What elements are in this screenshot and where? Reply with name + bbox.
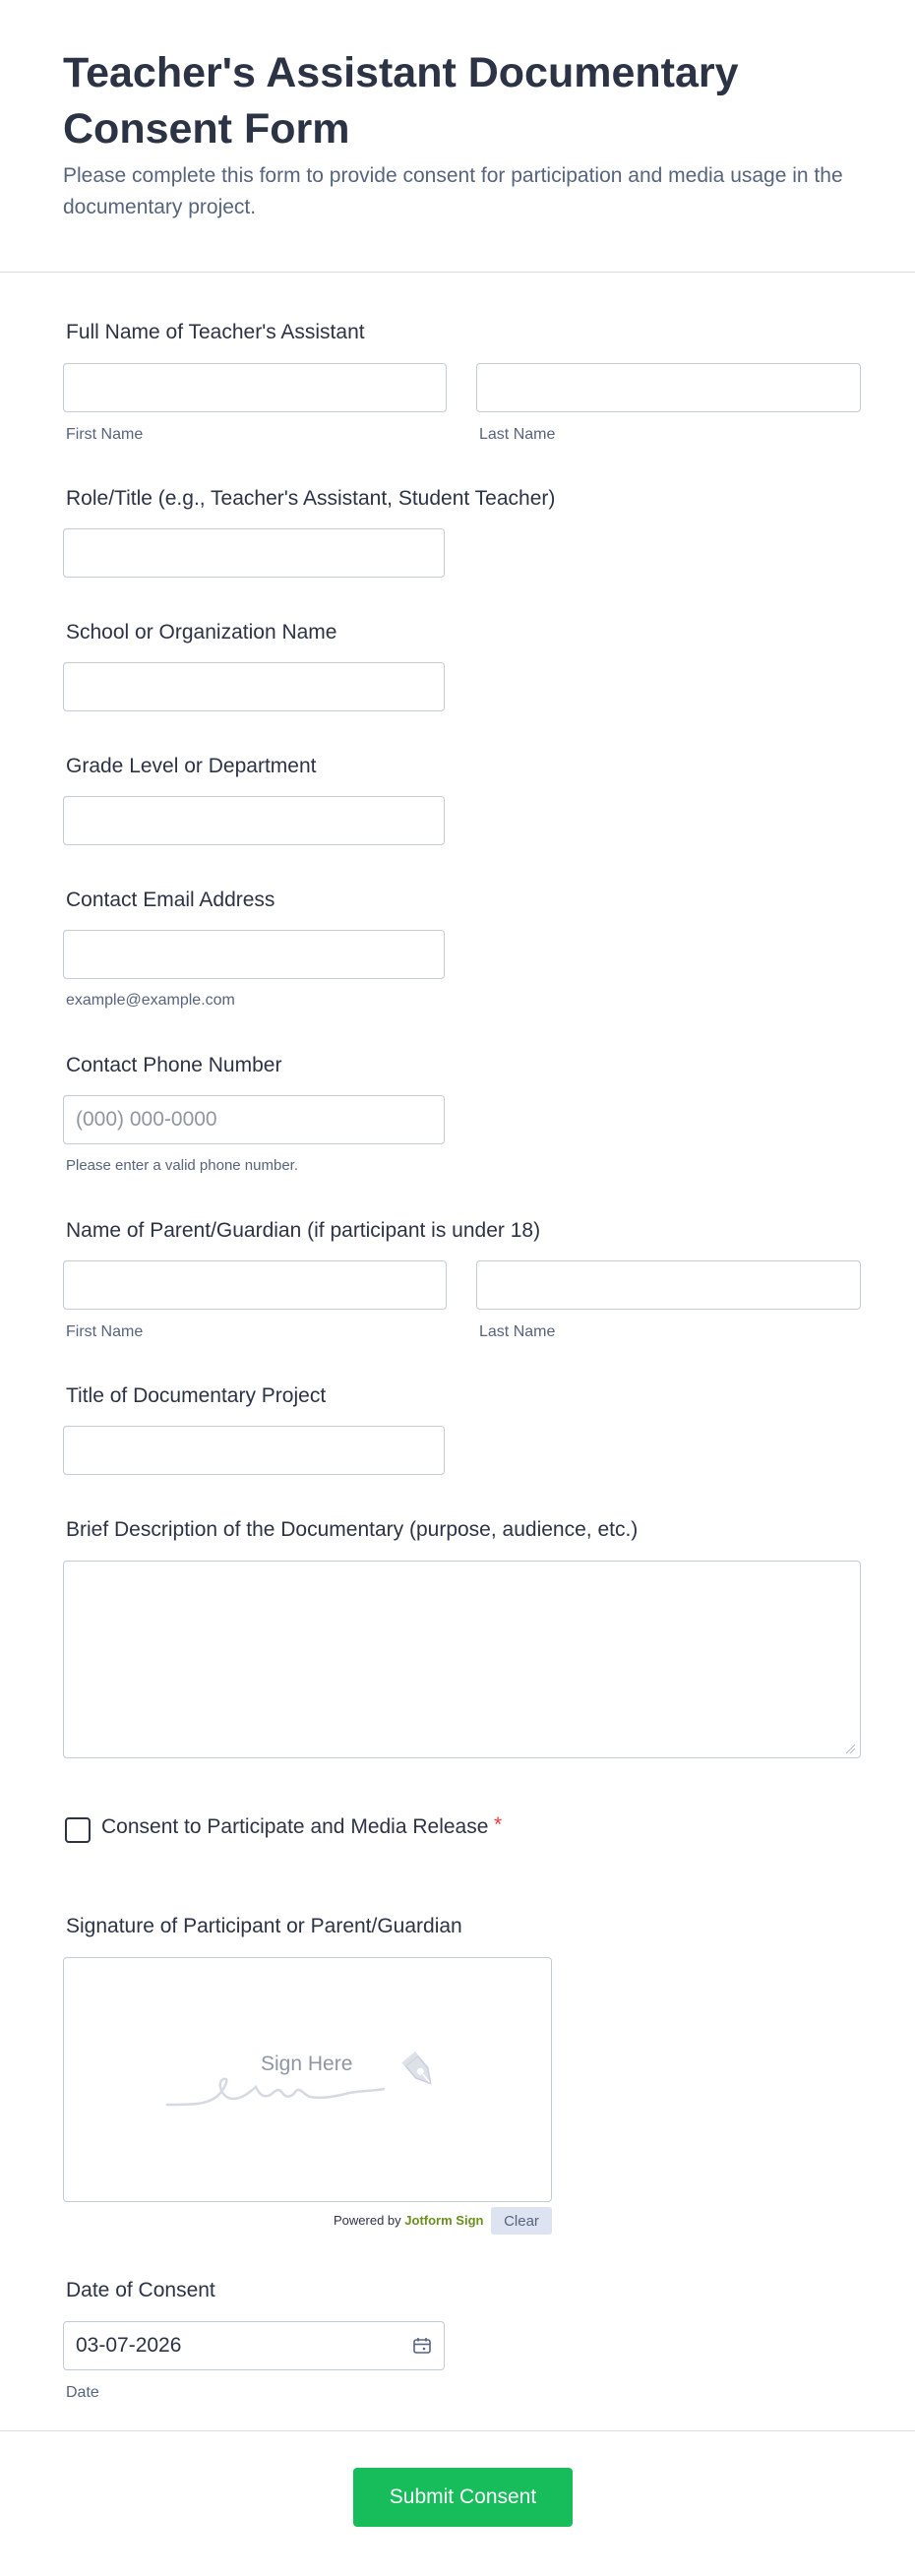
grade-input[interactable]: [63, 796, 445, 845]
clear-signature-button[interactable]: Clear: [491, 2207, 552, 2235]
school-label: School or Organization Name: [66, 621, 337, 644]
email-sublabel: example@example.com: [66, 992, 235, 1009]
consent-checkbox[interactable]: [65, 1817, 91, 1843]
footer-divider: [0, 2430, 915, 2431]
grade-label: Grade Level or Department: [66, 755, 317, 777]
email-label: Contact Email Address: [66, 889, 275, 911]
guardian-label: Name of Parent/Guardian (if participant is under 18): [66, 1219, 541, 1242]
guardian-last-name-input[interactable]: [476, 1260, 861, 1310]
calendar-icon[interactable]: [412, 2336, 432, 2356]
form-header: [0, 0, 915, 273]
guardian-first-name-input[interactable]: [63, 1260, 447, 1310]
consent-label[interactable]: Consent to Participate and Media Release: [101, 1815, 489, 1838]
signature-placeholder: Sign Here: [261, 2053, 353, 2075]
first-name-input[interactable]: [63, 363, 447, 412]
role-label: Role/Title (e.g., Teacher's Assistant, Student Teacher): [66, 487, 556, 510]
signature-label: Signature of Participant or Parent/Guardian: [66, 1915, 462, 1937]
guardian-last-sublabel: Last Name: [479, 1323, 556, 1340]
required-asterisk: *: [494, 1813, 503, 1836]
project-title-label: Title of Documentary Project: [66, 1384, 327, 1407]
description-textarea[interactable]: [63, 1561, 861, 1758]
resize-grip-icon[interactable]: [844, 1743, 856, 1754]
first-name-sublabel: First Name: [66, 426, 144, 443]
date-sublabel: Date: [66, 2384, 99, 2401]
project-title-input[interactable]: [63, 1426, 445, 1475]
role-input[interactable]: [63, 528, 445, 578]
last-name-sublabel: Last Name: [479, 426, 556, 443]
form-title: Teacher's Assistant Documentary Consent Form: [63, 49, 739, 153]
description-label: Brief Description of the Documentary (purpose, audience, etc.): [66, 1518, 639, 1541]
guardian-first-sublabel: First Name: [66, 1323, 144, 1340]
full-name-label: Full Name of Teacher's Assistant: [66, 321, 365, 343]
email-input[interactable]: [63, 930, 445, 979]
powered-by-text: Powered by Jotform Sign: [334, 2213, 484, 2228]
phone-sublabel: Please enter a valid phone number.: [66, 1157, 298, 1174]
school-input[interactable]: [63, 662, 445, 711]
date-input[interactable]: [63, 2321, 445, 2370]
last-name-input[interactable]: [476, 363, 861, 412]
date-label: Date of Consent: [66, 2279, 215, 2301]
form-subtitle: Please complete this form to provide consent for participation and media usage in the documentary project.: [63, 164, 843, 218]
jotform-sign-brand[interactable]: Jotform Sign: [404, 2213, 484, 2228]
submit-button[interactable]: Submit Consent: [353, 2468, 573, 2527]
phone-label: Contact Phone Number: [66, 1054, 282, 1076]
pen-nib-icon: [397, 2050, 445, 2095]
phone-input[interactable]: [63, 1095, 445, 1144]
